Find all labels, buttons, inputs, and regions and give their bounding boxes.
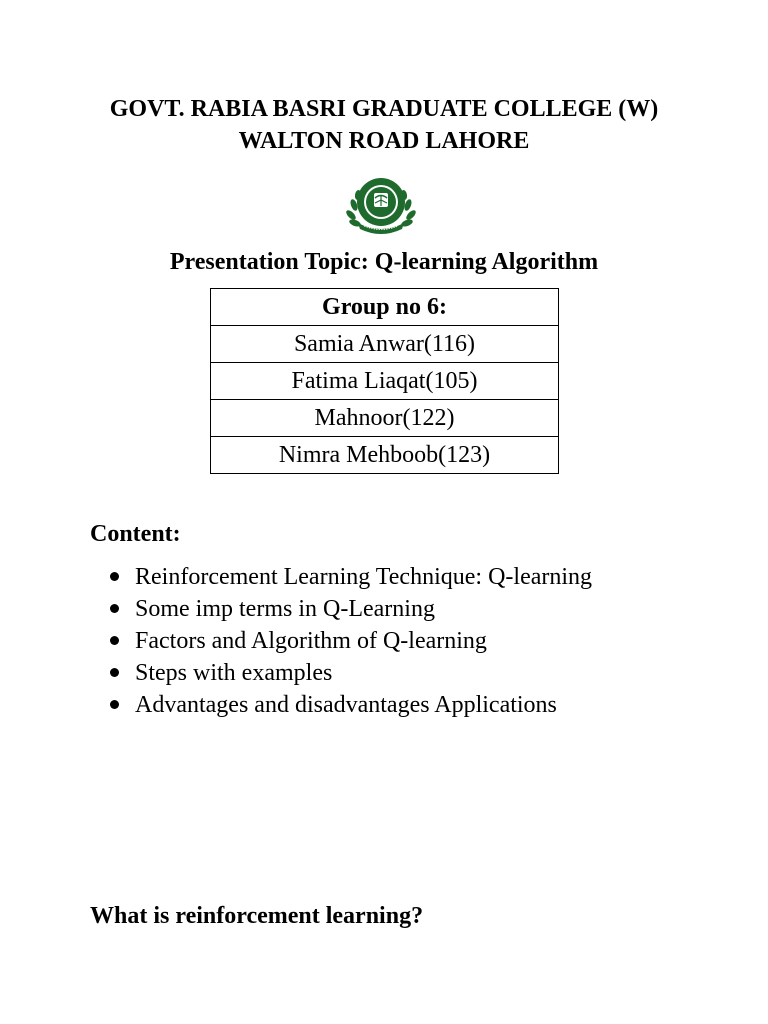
- member-name: Samia Anwar(116): [211, 326, 559, 363]
- table-row: [211, 400, 559, 437]
- list-item-text: Some imp terms in Q-Learning: [135, 596, 435, 622]
- content-list: [90, 561, 592, 721]
- list-item: [90, 689, 592, 721]
- content-heading: Content:: [90, 521, 181, 547]
- list-item: [90, 657, 592, 689]
- list-item: [90, 625, 592, 657]
- presentation-topic: Presentation Topic: Q-learning Algorithm: [169, 249, 599, 275]
- table-row: [211, 326, 559, 363]
- bullet-icon: [110, 572, 119, 581]
- bullet-icon: [110, 668, 119, 677]
- bullet-icon: [110, 700, 119, 709]
- member-name: Fatima Liaqat(105): [211, 363, 559, 400]
- college-emblem-icon: [346, 171, 416, 237]
- list-item-text: Factors and Algorithm of Q-learning: [135, 628, 487, 654]
- group-heading: Group no 6:: [211, 289, 559, 326]
- table-row: [211, 289, 559, 326]
- list-item-text: Reinforcement Learning Technique: Q-learning: [135, 564, 593, 590]
- college-name: GOVT. RABIA BASRI GRADUATE COLLEGE (W): [109, 96, 659, 122]
- bullet-icon: [110, 604, 119, 613]
- list-item-text: Steps with examples: [135, 660, 333, 686]
- college-address: WALTON ROAD LAHORE: [238, 128, 530, 154]
- college-title: [0, 93, 768, 157]
- member-name: Mahnoor(122): [211, 400, 559, 437]
- list-item: [90, 593, 592, 625]
- section-question: What is reinforcement learning?: [90, 903, 424, 929]
- list-item: [90, 561, 592, 593]
- member-name: Nimra Mehboob(123): [211, 437, 559, 474]
- list-item-text: Advantages and disadvantages Applications: [135, 692, 557, 718]
- group-table: [210, 288, 559, 474]
- table-row: [211, 363, 559, 400]
- bullet-icon: [110, 636, 119, 645]
- table-row: [211, 437, 559, 474]
